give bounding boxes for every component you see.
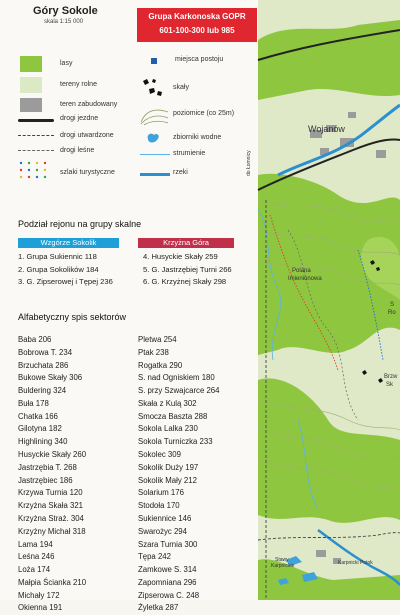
- list-item: Szara Turnia 300: [138, 539, 198, 549]
- group-list-right: [143, 251, 232, 289]
- edge-label-1: S: [390, 302, 395, 308]
- list-item: 5. G. Jastrzębiej Turni 266: [143, 264, 232, 274]
- list-item: Sokolik Mały 212: [138, 475, 197, 485]
- list-item: Gilotyna 182: [18, 424, 62, 434]
- ponds-label-1: Stawy: [275, 557, 289, 563]
- list-item: Swarożyc 294: [138, 526, 187, 536]
- sector-list-col1: [18, 334, 86, 615]
- road-karpnicki-label: Karpnicki Potok: [338, 560, 373, 566]
- meadow-label-1: Polana: [292, 268, 311, 274]
- list-item: Pletwa 254: [138, 335, 177, 344]
- edge-label-2: Ro: [388, 310, 396, 316]
- list-item: Brzuchata 286: [18, 360, 69, 370]
- gopr-phone: 601-100-300 lub 985: [159, 26, 235, 35]
- list-item: Chatka 166: [18, 411, 58, 421]
- list-item: Smocza Baszta 288: [138, 411, 208, 421]
- map-scale: skala 1:15 000: [44, 19, 84, 25]
- sector-list-col2: [138, 334, 219, 615]
- list-item: Stodoła 170: [138, 501, 180, 511]
- legend-paved-roads: drogi jezdne: [60, 115, 99, 122]
- list-item: Baba 206: [18, 335, 52, 344]
- list-item: 4. Husyckie Skały 259: [143, 252, 218, 261]
- gopr-name: Grupa Karkonoska GOPR: [148, 12, 246, 21]
- stream-symbol: [140, 154, 170, 155]
- group-list-left: [18, 251, 113, 289]
- legend-rivers: rzeki: [173, 169, 188, 176]
- list-item: Highlining 340: [18, 437, 68, 447]
- list-item: Zipserowa C. 248: [138, 590, 200, 600]
- map-artwork: [258, 0, 400, 600]
- legend-parking: miejsca postoju: [175, 56, 224, 63]
- list-item: Skała z Kulą 302: [138, 398, 197, 408]
- list-item: Buldering 324: [18, 386, 67, 396]
- list-item: 2. Grupa Sokolików 184: [18, 264, 99, 274]
- legend-rocks: skały: [173, 84, 189, 91]
- forest-road-symbol: [18, 150, 54, 151]
- list-item: Ptak 238: [138, 347, 169, 357]
- list-item: Żyletka 287: [138, 603, 179, 613]
- legend-built: teren zabudowany: [60, 101, 118, 108]
- town-label: Wojanów: [308, 124, 345, 134]
- meadow-label-2: Imienionowa: [288, 276, 322, 282]
- legend-forest: lasy: [60, 60, 73, 67]
- list-item: Sokola Lalka 230: [138, 424, 198, 434]
- list-item: Buła 178: [18, 398, 49, 408]
- list-item: Krzywa Turnia 120: [18, 488, 83, 498]
- legend-streams: strumienie: [173, 150, 206, 157]
- group-badge-krzyzna: Krzyżna Góra: [138, 238, 234, 248]
- parking-symbol: [151, 58, 157, 64]
- sectors-heading: Alfabetyczny spis sektorów: [18, 312, 127, 322]
- ponds-label-2: Karpnickie: [271, 563, 295, 569]
- list-item: Jastrzębia T. 268: [18, 462, 77, 472]
- legend-ponds: zbiorniki wodne: [173, 134, 222, 141]
- list-item: Sukiennice 146: [138, 513, 192, 523]
- legend-forest-roads: drogi leśne: [60, 147, 95, 154]
- forest-swatch: [20, 56, 42, 72]
- pond-symbol: [144, 130, 164, 146]
- list-item: Bobrowa T. 234: [18, 347, 73, 357]
- legend-gravel-roads: drogi utwardzone: [60, 132, 114, 139]
- fields-swatch: [20, 77, 42, 93]
- list-item: 6. G. Krzyżnej Skały 298: [143, 277, 227, 287]
- page-title: Góry Sokole: [33, 5, 98, 17]
- edge-label-4: Sk: [386, 382, 394, 388]
- list-item: 3. G. Zipserowej i Tępej 236: [18, 277, 113, 287]
- list-item: Tępa 242: [138, 552, 171, 562]
- rock-groups-heading: Podział rejonu na grupy skalne: [18, 219, 142, 229]
- rocks-symbol: [140, 76, 166, 98]
- gopr-contact-box: [137, 8, 257, 42]
- topographic-map: [246, 0, 400, 600]
- list-item: S. nad Ogniskiem 180: [138, 373, 215, 383]
- list-item: Zamkowe S. 314: [138, 565, 197, 575]
- list-item: Okienna 191: [18, 603, 63, 613]
- list-item: 1. Grupa Sukiennic 118: [18, 252, 97, 261]
- paved-road-symbol: [18, 119, 54, 122]
- legend-trails: szlaki turystyczne: [60, 169, 115, 176]
- list-item: Małpia Ścianka 210: [18, 577, 87, 587]
- list-item: Krzyżna Straż. 304: [18, 513, 84, 523]
- list-item: Krzyżna Skała 321: [18, 501, 84, 511]
- list-item: Solarium 176: [138, 488, 184, 498]
- list-item: Sokolik Duży 197: [138, 462, 199, 472]
- list-item: Husyckie Skały 260: [18, 450, 87, 460]
- list-item: Jastrzębiec 186: [18, 475, 73, 485]
- list-item: Zapomniana 296: [138, 577, 197, 587]
- built-swatch: [20, 98, 42, 112]
- list-item: Sokola Turniczka 233: [138, 437, 213, 447]
- list-item: Krzyżny Michał 318: [18, 526, 86, 536]
- list-item: Leśna 246: [18, 552, 55, 562]
- map-legend: [18, 48, 244, 205]
- list-item: Sokolec 309: [138, 450, 181, 460]
- contour-symbol: [140, 104, 170, 126]
- trail-symbol: [18, 160, 54, 182]
- list-item: S. przy Szwajcarce 264: [138, 386, 220, 396]
- river-symbol: [140, 173, 170, 176]
- list-item: Rogatka 290: [138, 360, 183, 370]
- group-badge-sokolik: Wzgórze Sokolik: [18, 238, 119, 248]
- road-label: do Łomnicy: [246, 150, 252, 176]
- gravel-road-symbol: [18, 135, 54, 136]
- edge-label-3: Brzw: [384, 374, 398, 380]
- legend-fields: tereny rolne: [60, 81, 97, 88]
- legend-contours: poziomice (co 25m): [173, 110, 235, 117]
- list-item: Loża 174: [18, 565, 51, 575]
- list-item: Lama 194: [18, 539, 53, 549]
- list-item: Michały 172: [18, 590, 60, 600]
- list-item: Bukowe Skały 306: [18, 373, 83, 383]
